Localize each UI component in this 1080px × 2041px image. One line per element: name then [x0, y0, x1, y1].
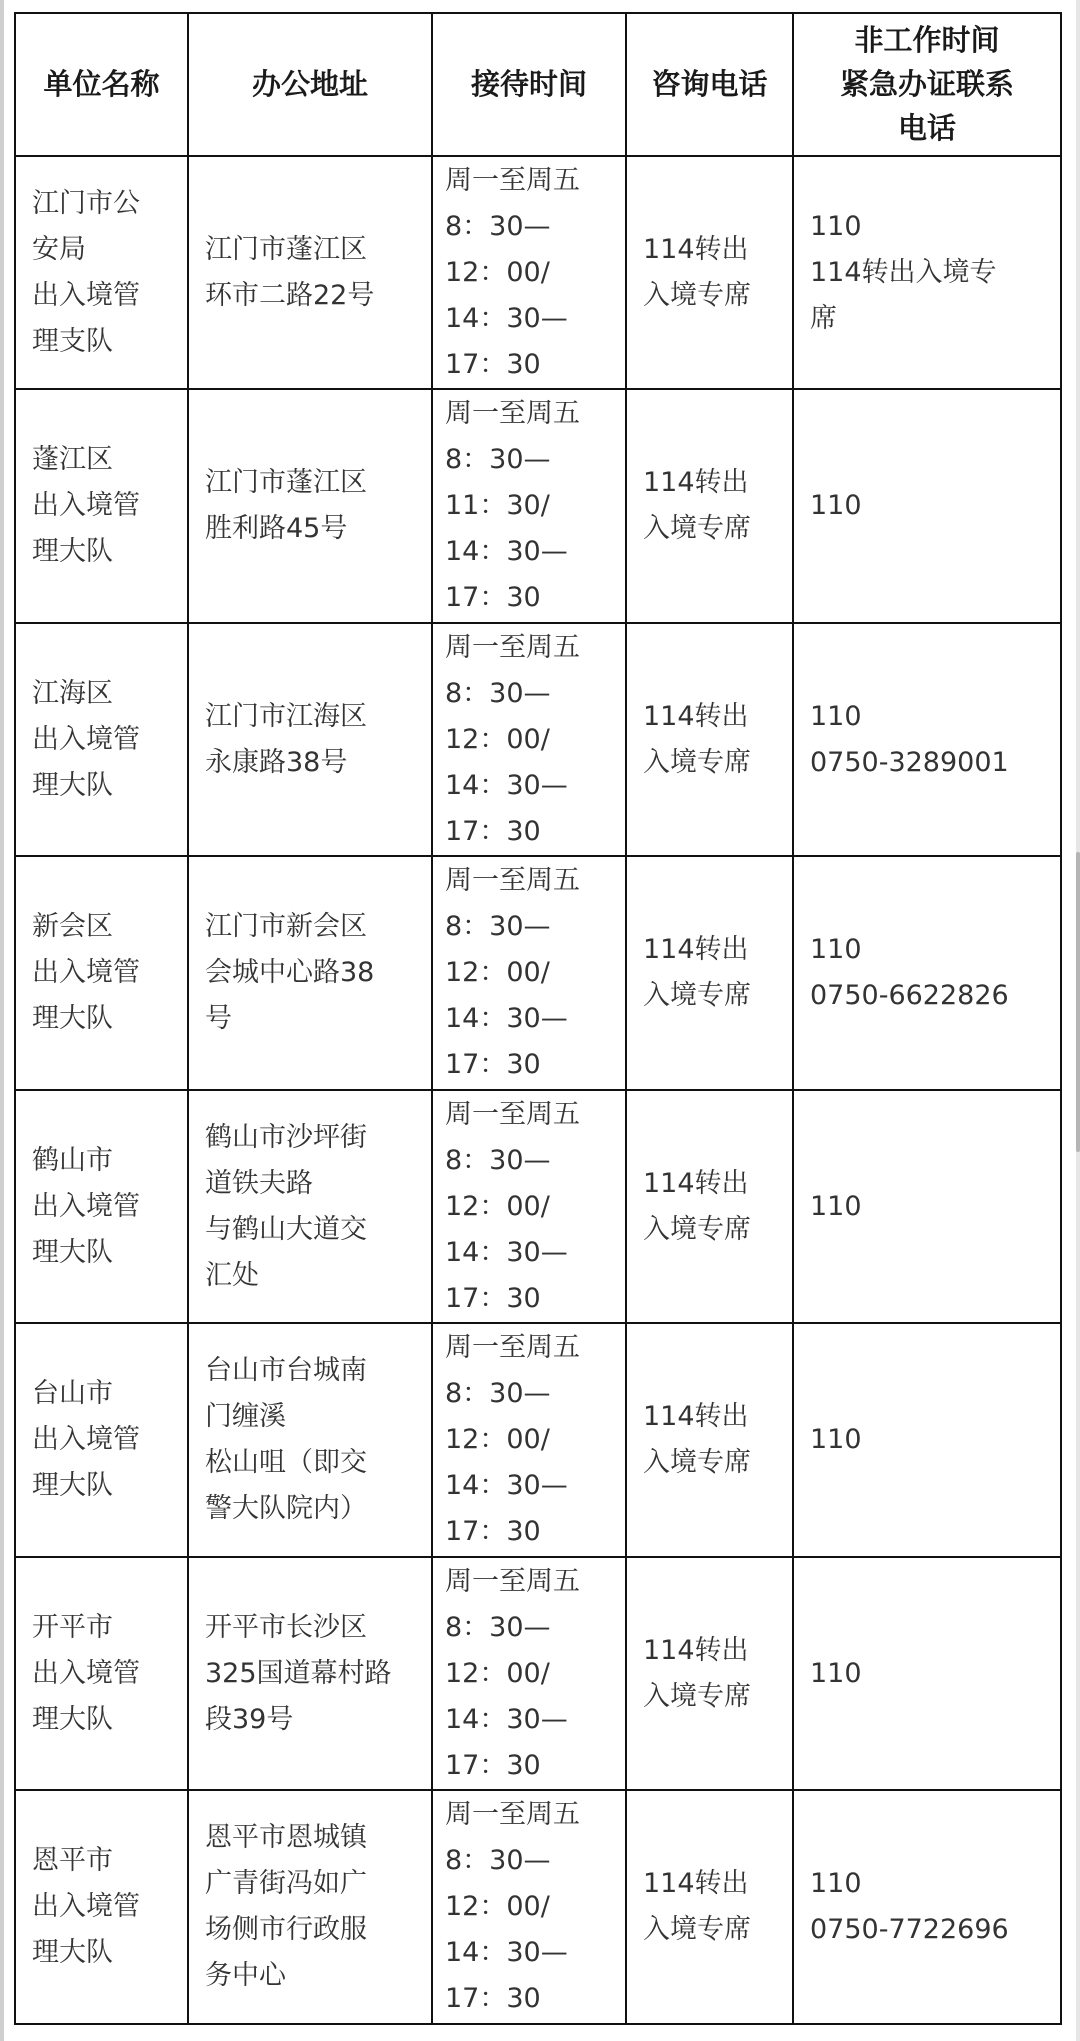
- hours-line: 周一至周五: [445, 398, 580, 430]
- cell-unit-name: [15, 1323, 188, 1557]
- unit-name-line: 理大队: [32, 1236, 113, 1268]
- address-line: 恩平市恩城镇: [205, 1822, 367, 1854]
- unit-name-line: 出入境管: [32, 1891, 140, 1923]
- cell-hours: [432, 856, 626, 1090]
- unit-name-line: 江门市公: [32, 187, 140, 219]
- hours-line: 17：30: [445, 815, 541, 847]
- hours-line: 14：30—: [445, 302, 568, 334]
- table-row: [15, 1323, 1061, 1557]
- header-address: 办公地址: [188, 13, 432, 156]
- address-line: 会城中心路38: [205, 957, 375, 989]
- address-line: 场侧市行政服: [205, 1914, 367, 1946]
- cell-emergency: [793, 623, 1061, 857]
- hours-line: 14：30—: [445, 1236, 568, 1268]
- cell-address: [188, 1090, 432, 1324]
- cell-emergency: [793, 1790, 1061, 2024]
- emergency-line: 0750-6622826: [810, 980, 1009, 1012]
- cell-phone: [626, 623, 793, 857]
- address-line: 永康路38号: [205, 746, 348, 778]
- hours-line: 8：30—: [445, 1845, 551, 1877]
- phone-line: 114转出: [643, 934, 749, 966]
- cell-emergency: [793, 156, 1061, 390]
- table-row: [15, 1090, 1061, 1324]
- header-hours: 接待时间: [432, 13, 626, 156]
- address-line: 松山咀（即交: [205, 1447, 367, 1479]
- cell-hours: [432, 1790, 626, 2024]
- unit-name-line: 理大队: [32, 1703, 113, 1735]
- hours-line: 12：00/: [445, 256, 550, 288]
- cell-phone: [626, 1090, 793, 1324]
- hours-line: 12：00/: [445, 1190, 550, 1222]
- emergency-line: 110: [810, 1424, 862, 1456]
- header-phone: 咨询电话: [626, 13, 793, 156]
- cell-hours: [432, 156, 626, 390]
- cell-emergency: [793, 1090, 1061, 1324]
- hours-line: 12：00/: [445, 957, 550, 989]
- unit-name-line: 开平市: [32, 1611, 113, 1643]
- unit-name-line: 理大队: [32, 769, 113, 801]
- unit-name-line: 理大队: [32, 536, 113, 568]
- hours-line: 14：30—: [445, 1470, 568, 1502]
- address-line: 号: [205, 1003, 232, 1035]
- unit-name-line: 出入境管: [32, 957, 140, 989]
- header-emergency-line: 非工作时间: [854, 23, 1000, 58]
- address-line: 江门市蓬江区: [205, 233, 367, 265]
- address-line: 台山市台城南: [205, 1355, 367, 1387]
- cell-phone: [626, 1790, 793, 2024]
- emergency-line: 席: [810, 302, 837, 334]
- cell-hours: [432, 1557, 626, 1791]
- cell-address: [188, 1557, 432, 1791]
- cell-address: [188, 389, 432, 623]
- hours-line: 周一至周五: [445, 164, 580, 196]
- unit-name-line: 出入境管: [32, 1657, 140, 1689]
- address-line: 务中心: [205, 1960, 286, 1992]
- unit-name-line: 出入境管: [32, 1424, 140, 1456]
- unit-name-line: 理支队: [32, 325, 113, 357]
- emergency-line: 110: [810, 700, 862, 732]
- phone-line: 入境专席: [643, 1914, 751, 1946]
- cell-unit-name: [15, 623, 188, 857]
- hours-line: 周一至周五: [445, 865, 580, 897]
- header-unit-name: 单位名称: [15, 13, 188, 156]
- table-row: [15, 1557, 1061, 1791]
- hours-line: 8：30—: [445, 1611, 551, 1643]
- unit-name-line: 恩平市: [32, 1845, 113, 1877]
- emergency-line: 110: [810, 934, 862, 966]
- address-line: 门缠溪: [205, 1401, 286, 1433]
- hours-line: 8：30—: [445, 911, 551, 943]
- hours-line: 17：30: [445, 582, 541, 614]
- emergency-line: 0750-3289001: [810, 746, 1009, 778]
- cell-hours: [432, 623, 626, 857]
- address-line: 325国道幕村路: [205, 1657, 392, 1689]
- scrollbar-thumb[interactable]: [1076, 852, 1080, 1152]
- emergency-line: 0750-7722696: [810, 1914, 1009, 1946]
- cell-phone: [626, 1557, 793, 1791]
- hours-line: 17：30: [445, 1516, 541, 1548]
- phone-line: 114转出: [643, 1868, 749, 1900]
- hours-line: 14：30—: [445, 1937, 568, 1969]
- hours-line: 11：30/: [445, 490, 550, 522]
- address-line: 段39号: [205, 1703, 294, 1735]
- cell-emergency: [793, 856, 1061, 1090]
- unit-name-line: 出入境管: [32, 490, 140, 522]
- table-row: [15, 623, 1061, 857]
- unit-name-line: 江海区: [32, 677, 113, 709]
- cell-hours: [432, 389, 626, 623]
- cell-unit-name: [15, 389, 188, 623]
- hours-line: 12：00/: [445, 1891, 550, 1923]
- unit-name-line: 出入境管: [32, 279, 140, 311]
- address-line: 胜利路45号: [205, 513, 348, 545]
- hours-line: 12：00/: [445, 723, 550, 755]
- address-line: 鹤山市沙坪街: [205, 1121, 367, 1153]
- cell-unit-name: [15, 1090, 188, 1324]
- address-line: 江门市新会区: [205, 911, 367, 943]
- emergency-line: 110: [810, 490, 862, 522]
- cell-phone: [626, 389, 793, 623]
- unit-name-line: 蓬江区: [32, 444, 113, 476]
- hours-line: 14：30—: [445, 1703, 568, 1735]
- table-row: [15, 389, 1061, 623]
- address-line: 开平市长沙区: [205, 1611, 367, 1643]
- address-line: 广青街冯如广: [205, 1868, 367, 1900]
- unit-name-line: 台山市: [32, 1378, 113, 1410]
- hours-line: 周一至周五: [445, 1799, 580, 1831]
- phone-line: 入境专席: [643, 279, 751, 311]
- phone-line: 114转出: [643, 1634, 749, 1666]
- hours-line: 17：30: [445, 348, 541, 380]
- table-row: [15, 856, 1061, 1090]
- phone-line: 114转出: [643, 1401, 749, 1433]
- hours-line: 8：30—: [445, 1144, 551, 1176]
- phone-line: 入境专席: [643, 1680, 751, 1712]
- cell-unit-name: [15, 856, 188, 1090]
- address-line: 警大队院内）: [205, 1493, 367, 1525]
- cell-phone: [626, 156, 793, 390]
- cell-phone: [626, 856, 793, 1090]
- emergency-line: 114转出入境专: [810, 256, 997, 288]
- cell-unit-name: [15, 156, 188, 390]
- cell-emergency: [793, 1557, 1061, 1791]
- unit-name-line: 理大队: [32, 1470, 113, 1502]
- hours-line: 17：30: [445, 1282, 541, 1314]
- hours-line: 周一至周五: [445, 631, 580, 663]
- hours-line: 周一至周五: [445, 1332, 580, 1364]
- hours-line: 8：30—: [445, 444, 551, 476]
- unit-name-line: 安局: [32, 233, 86, 265]
- emergency-line: 110: [810, 210, 862, 242]
- table-header-row: [15, 13, 1061, 156]
- phone-line: 入境专席: [643, 1447, 751, 1479]
- phone-line: 114转出: [643, 700, 749, 732]
- cell-hours: [432, 1323, 626, 1557]
- hours-line: 12：00/: [445, 1657, 550, 1689]
- hours-line: 8：30—: [445, 1378, 551, 1410]
- hours-line: 8：30—: [445, 210, 551, 242]
- cell-emergency: [793, 389, 1061, 623]
- phone-line: 114转出: [643, 233, 749, 265]
- hours-line: 8：30—: [445, 677, 551, 709]
- hours-line: 17：30: [445, 1749, 541, 1781]
- office-table: [14, 12, 1062, 2025]
- unit-name-line: 鹤山市: [32, 1144, 113, 1176]
- cell-address: [188, 1790, 432, 2024]
- cell-emergency: [793, 1323, 1061, 1557]
- unit-name-line: 出入境管: [32, 1190, 140, 1222]
- table-row: [15, 1790, 1061, 2024]
- emergency-line: 110: [810, 1190, 862, 1222]
- cell-unit-name: [15, 1557, 188, 1791]
- hours-line: 14：30—: [445, 1003, 568, 1035]
- address-line: 江门市江海区: [205, 700, 367, 732]
- unit-name-line: 新会区: [32, 911, 113, 943]
- cell-address: [188, 856, 432, 1090]
- phone-line: 入境专席: [643, 513, 751, 545]
- address-line: 与鹤山大道交: [205, 1213, 367, 1245]
- cell-address: [188, 1323, 432, 1557]
- hours-line: 17：30: [445, 1049, 541, 1081]
- unit-name-line: 理大队: [32, 1003, 113, 1035]
- cell-address: [188, 623, 432, 857]
- unit-name-line: 理大队: [32, 1937, 113, 1969]
- header-emergency-line: 电话: [897, 111, 956, 146]
- phone-line: 114转出: [643, 467, 749, 499]
- cell-phone: [626, 1323, 793, 1557]
- phone-line: 入境专席: [643, 980, 751, 1012]
- address-line: 江门市蓬江区: [205, 467, 367, 499]
- hours-line: 12：00/: [445, 1424, 550, 1456]
- table-row: [15, 156, 1061, 390]
- phone-line: 114转出: [643, 1167, 749, 1199]
- emergency-line: 110: [810, 1868, 862, 1900]
- cell-address: [188, 156, 432, 390]
- hours-line: 周一至周五: [445, 1565, 580, 1597]
- header-emergency-line: 紧急办证联系: [839, 67, 1014, 102]
- hours-line: 17：30: [445, 1983, 541, 2015]
- left-edge: [0, 0, 4, 2041]
- hours-line: 14：30—: [445, 536, 568, 568]
- address-line: 环市二路22号: [205, 279, 375, 311]
- phone-line: 入境专席: [643, 746, 751, 778]
- hours-line: 周一至周五: [445, 1098, 580, 1130]
- hours-line: 14：30—: [445, 769, 568, 801]
- address-line: 道铁夫路: [205, 1167, 313, 1199]
- unit-name-line: 出入境管: [32, 723, 140, 755]
- cell-unit-name: [15, 1790, 188, 2024]
- cell-hours: [432, 1090, 626, 1324]
- address-line: 汇处: [205, 1259, 259, 1291]
- header-emergency: [793, 13, 1061, 156]
- phone-line: 入境专席: [643, 1213, 751, 1245]
- emergency-line: 110: [810, 1657, 862, 1689]
